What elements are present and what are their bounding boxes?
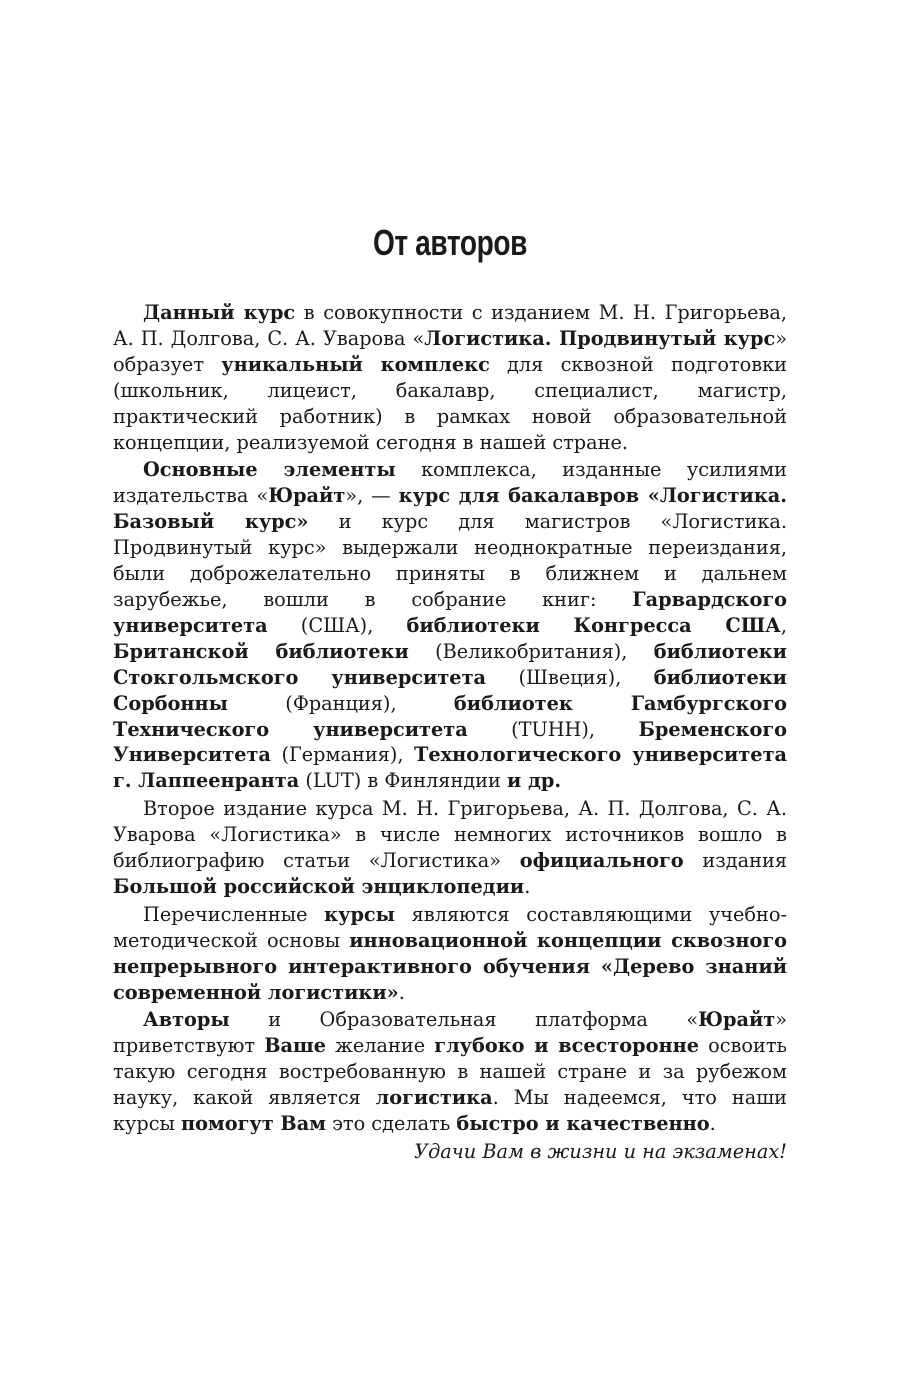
text-run: (Германия), (270, 743, 415, 767)
bold-text-run: и др. (507, 769, 562, 793)
bold-text-run: Британской библиотеки (113, 639, 409, 663)
bold-text-run: Гарвардского университета (113, 587, 787, 637)
bold-text-run: Большой российской энциклопедии (113, 874, 525, 898)
text-run: освоить такую сегодня востребованную в нашей стране и за рубежом науку, какой является (113, 1034, 788, 1110)
bold-text-run: Основные элементы (143, 458, 396, 482)
text-run: , (780, 613, 787, 637)
text-run: », — (345, 484, 399, 508)
bold-text-run: помогут Вам (181, 1112, 326, 1136)
bold-text-run: Авторы (143, 1008, 230, 1032)
bold-text-run: глубоко и всесторонне (434, 1034, 699, 1058)
bold-text-run: быстро и качественно (456, 1112, 710, 1136)
bold-text-run: инновационной концепции сквозного непрерывного интерактивного обучения «Дерево знаний современной логистики» (113, 928, 787, 1004)
page-title: От авторов (372, 222, 528, 263)
bold-text-run: библиотеки Стокгольмского университета (113, 639, 787, 689)
paragraph-course-intro (113, 300, 787, 455)
paragraph-listed-courses (113, 902, 787, 1006)
bold-text-run: Юрайт (268, 484, 346, 508)
text-run: Второе издание курса М. Н. Григорьева, А. П. Долгова, С. А. Уварова «Логистика» в числе немногих источников вошло в библиографию статьи «Логистика» (113, 797, 787, 873)
text-run: (LUT) в Финляндии (299, 769, 508, 793)
text-run: . (398, 980, 405, 1004)
text-run: » приветствуют (113, 1008, 787, 1058)
text-run: Перечисленные (143, 902, 325, 926)
bold-text-run: курс для бакалавров «Логистика. Базовый курс» (113, 484, 787, 534)
bold-text-run: Технологического университета г. Лаппеенранта (113, 743, 788, 793)
text-run: издания (683, 849, 787, 873)
paragraph-second-edition (113, 796, 787, 900)
bold-text-run: библиотеки Сорбонны (113, 665, 787, 715)
bold-text-run: Ваше (264, 1034, 326, 1058)
text-run: являются составляющими учебно-методической основы (113, 902, 787, 952)
text-run: для сквозной подготовки (школьник, лицеист, бакалавр, специалист, магистр, практический работник) в рамках новой образовательной концепции, реализуемой сегодня в нашей стране. (113, 352, 788, 454)
text-run: это сделать (325, 1112, 457, 1136)
text-run: и курс для магистров «Логистика. Продвинутый курс» выдержали неоднократные переиздания, были доброжелательно приняты в ближнем и дальнем зарубежье, вошли в собрание книг: (113, 510, 787, 611)
text-run: . (709, 1112, 716, 1136)
paragraph-greeting (113, 1007, 787, 1137)
text-run: . (524, 874, 531, 898)
bold-text-run: Бременского Университета (113, 717, 787, 767)
text-run: (Франция), (227, 691, 454, 715)
bold-text-run: библиотек Гамбургского Технического университета (113, 691, 787, 741)
text-run: (Великобритания), (408, 639, 654, 663)
text-run: » образует (113, 326, 787, 376)
text-run: и Образовательная платформа « (229, 1008, 699, 1032)
text-run: (США), (267, 613, 407, 637)
bold-text-run: курсы (324, 902, 395, 926)
text-run: в совокупности с изданием М. Н. Григорьева, А. П. Долгова, С. А. Уварова « (113, 301, 787, 350)
text-run: (Швеция), (486, 665, 654, 689)
text-run: . Мы надеемся, что наши курсы (113, 1086, 787, 1136)
bold-text-run: Юрайт (698, 1008, 776, 1032)
bold-text-run: Логистика. Продвинутый курс (424, 326, 776, 350)
document-page (113, 222, 787, 1165)
text-run: (TUHH), (467, 717, 639, 741)
text-run: комплекса, изданные усилиями издательства « (113, 458, 787, 508)
bold-text-run: логистика (375, 1086, 493, 1110)
bold-text-run: уникальный комплекс (221, 352, 490, 376)
bold-text-run: библиотеки Конгресса США (406, 613, 781, 637)
paragraph-main-elements (113, 457, 787, 794)
closing-wish: Удачи Вам в жизни и на экзаменах! (414, 1140, 787, 1163)
text-run: желание (326, 1034, 435, 1058)
bold-text-run: официального (519, 849, 684, 873)
bold-text-run: Данный курс (143, 301, 296, 324)
